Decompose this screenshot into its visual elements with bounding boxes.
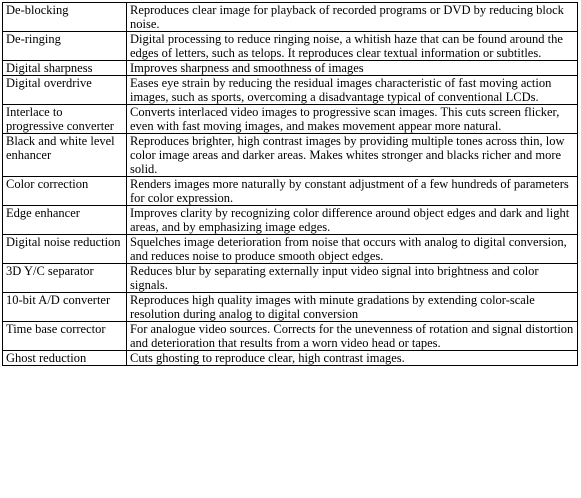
feature-name: Edge enhancer <box>3 206 127 235</box>
table-row <box>3 105 578 134</box>
feature-description: Renders images more naturally by constant adjustment of a few hundreds of parameters for color expression. <box>127 177 578 206</box>
feature-description: Reduces blur by separating externally input video signal into brightness and color signals. <box>127 264 578 293</box>
feature-name: Digital sharpness <box>3 61 127 76</box>
feature-name: Black and white level enhancer <box>3 134 127 177</box>
feature-description: Reproduces clear image for playback of recorded programs or DVD by reducing block noise. <box>127 3 578 32</box>
feature-name: Digital overdrive <box>3 76 127 105</box>
feature-description: Reproduces brighter, high contrast images by providing multiple tones across thin, low color image areas and darker areas. Makes whites stronger and blacks richer and more solid. <box>127 134 578 177</box>
feature-name: Interlace to progressive converter <box>3 105 127 134</box>
feature-description: Improves clarity by recognizing color difference around object edges and dark and light areas, and by emphasizing image edges. <box>127 206 578 235</box>
feature-description: Improves sharpness and smoothness of images <box>127 61 578 76</box>
table-row <box>3 206 578 235</box>
feature-name: Ghost reduction <box>3 351 127 366</box>
table-row <box>3 76 578 105</box>
feature-name: Color correction <box>3 177 127 206</box>
feature-name: Time base corrector <box>3 322 127 351</box>
table-row <box>3 293 578 322</box>
table-row <box>3 32 578 61</box>
feature-description: For analogue video sources. Corrects for the unevenness of rotation and signal distortion and deterioration that results from a worn video head or tapes. <box>127 322 578 351</box>
table-row <box>3 61 578 76</box>
feature-description: Converts interlaced video images to progressive scan images. This cuts screen flicker, even with fast moving images, and makes movement appear more natural. <box>127 105 578 134</box>
feature-table <box>2 2 578 366</box>
table-row <box>3 322 578 351</box>
table-row <box>3 351 578 366</box>
feature-name: 10-bit A/D converter <box>3 293 127 322</box>
table-row <box>3 3 578 32</box>
feature-description: Digital processing to reduce ringing noise, a whitish haze that can be found around the edges of letters, such as telops. It reproduces clear textual information or subtitles. <box>127 32 578 61</box>
table-row <box>3 177 578 206</box>
feature-description: Reproduces high quality images with minute gradations by extending color-scale resolution during analog to digital conversion <box>127 293 578 322</box>
feature-name: 3D Y/C separator <box>3 264 127 293</box>
feature-name: Digital noise reduction <box>3 235 127 264</box>
feature-name: De-blocking <box>3 3 127 32</box>
feature-name: De-ringing <box>3 32 127 61</box>
table-row <box>3 134 578 177</box>
feature-description: Eases eye strain by reducing the residual images characteristic of fast moving action images, such as sports, overcoming a disadvantage typical of conventional LCDs. <box>127 76 578 105</box>
feature-description: Squelches image deterioration from noise that occurs with analog to digital conversion, and reduces noise to produce smooth object edges. <box>127 235 578 264</box>
table-row <box>3 235 578 264</box>
table-row <box>3 264 578 293</box>
feature-description: Cuts ghosting to reproduce clear, high contrast images. <box>127 351 578 366</box>
